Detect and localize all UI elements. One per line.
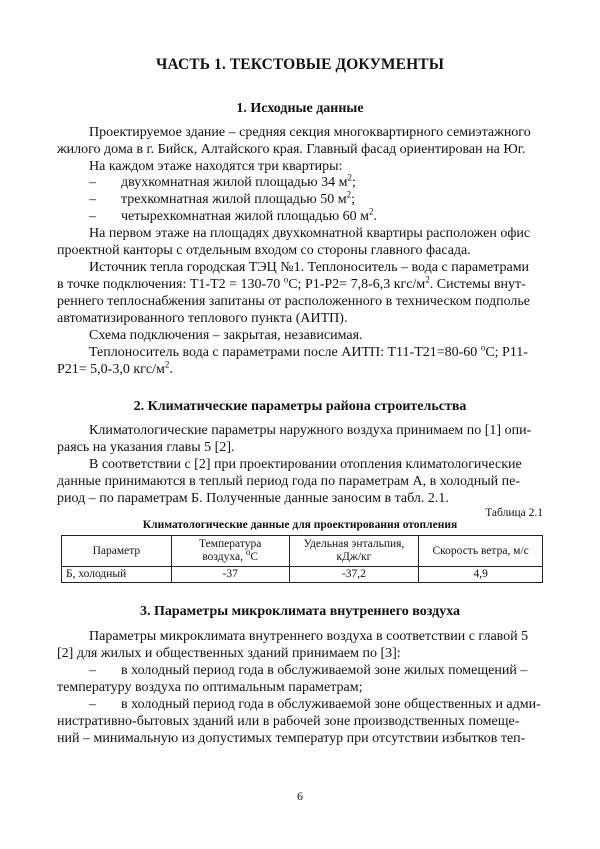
- dash-marker: –: [89, 192, 96, 207]
- cell-enthalpy: -37,2: [289, 567, 419, 583]
- paragraph-line: Р21= 5,0-3,0 кгс/$м^2$.: [57, 359, 173, 377]
- header-temp: Температура воздуха, $^o$С: [171, 536, 289, 567]
- paragraph-line: проектной канторы с отдельным входом со стороны главного фасада.: [57, 243, 471, 258]
- paragraph-line: Источник тепла городская ТЭЦ №1. Теплоноситель – вода с параметрами: [89, 260, 530, 275]
- paragraph-line: реннего теплоснабжения запитаны от расположенного в техническом подполье: [57, 294, 530, 309]
- paragraph-line: данные принимаются в теплый период года по параметрам А, в холодный пе-: [57, 474, 520, 489]
- section-1-heading: 1. Исходные данные: [236, 101, 364, 116]
- paragraph-line: Параметры микроклимата внутреннего воздуха в соответствии с главой 5: [89, 629, 529, 644]
- paragraph-line: Схема подключения – закрытая, независимая.: [89, 328, 363, 343]
- paragraph-line: ний – минимальную из допустимых температур при отсутствии избытков теп-: [57, 731, 526, 746]
- dash-marker: –: [89, 697, 96, 712]
- paragraph-line: раясь на указания главы 5 [2].: [57, 440, 235, 455]
- list-item: – трехкомнатная жилой площадью 50 $м^2$;: [89, 189, 355, 207]
- paragraph-line: в точке подключения: Т1-Т2 = 130-70 $^o$С; Р1-Р2= 7,8-6,3 кгс/$м^2$. Системы внут-: [57, 274, 526, 292]
- table-caption: Таблица 2.1: [485, 507, 543, 519]
- paragraph-line: На каждом этаже находятся три квартиры:: [89, 159, 343, 174]
- paragraph-line: На первом этаже на площадях двухкомнатной квартиры расположен офис: [89, 226, 531, 241]
- paragraph-line: Теплоноситель вода с параметрами после АИТП: Т11-Т21=80-60 $^o$С; Р11-: [89, 342, 528, 360]
- list-item: – в холодный период года в обслуживаемой зоне жилых помещений –: [89, 663, 528, 678]
- table-title: Климатологические данные для проектирования отопления: [142, 519, 458, 531]
- section-3-heading: 3. Параметры микроклимата внутреннего воздуха: [139, 604, 461, 619]
- page-number: 6: [297, 789, 303, 803]
- cell-temp: -37: [171, 567, 289, 583]
- paragraph-line: автоматизированного теплового пункта (АИТП).: [57, 311, 348, 326]
- paragraph-line: [2] для жилых и общественных зданий принимаем по [3]:: [57, 646, 401, 661]
- dash-marker: –: [89, 663, 96, 678]
- cell-param: Б, холодный: [62, 567, 172, 583]
- table-header-row: [62, 536, 543, 567]
- paragraph-line: жилого дома в г. Бийск, Алтайского края. Главный фасад ориентирован на Юг.: [57, 142, 526, 157]
- paragraph-line: риод – по параметрам Б. Полученные данные заносим в табл. 2.1.: [57, 491, 449, 506]
- list-item: – в холодный период года в обслуживаемой зоне общественных и адми-: [89, 697, 541, 712]
- list-item: – четырехкомнатная жилой площадью 60 $м^2$.: [89, 206, 378, 224]
- paragraph-line: Проектируемое здание – средняя секция многоквартирного семиэтажного: [89, 125, 531, 140]
- paragraph-line: температуру воздуха по оптимальным параметрам;: [57, 680, 363, 695]
- list-item: – двухкомнатная жилой площадью 34 $м^2$;: [89, 172, 356, 190]
- dash-marker: –: [89, 209, 96, 224]
- climate-table: [61, 535, 543, 583]
- section-2-heading: 2. Климатические параметры района строительства: [133, 399, 467, 414]
- dash-marker: –: [89, 175, 96, 190]
- cell-wind: 4,9: [419, 567, 543, 583]
- header-enthalpy: Удельная энтальпия, кДж/кг: [289, 536, 419, 567]
- paragraph-line: В соответствии с [2] при проектировании отопления климатологические: [89, 457, 522, 472]
- table-row: [62, 567, 543, 583]
- page-title: ЧАСТЬ 1. ТЕКСТОВЫЕ ДОКУМЕНТЫ: [155, 56, 445, 73]
- header-wind: Скорость ветра, м/с: [419, 536, 543, 567]
- paragraph-line: Климатологические параметры наружного воздуха принимаем по [1] опи-: [89, 423, 532, 438]
- paragraph-line: нистративно-бытовых зданий или в рабочей зоне производственных помеще-: [57, 714, 520, 729]
- header-param: Параметр: [62, 536, 172, 567]
